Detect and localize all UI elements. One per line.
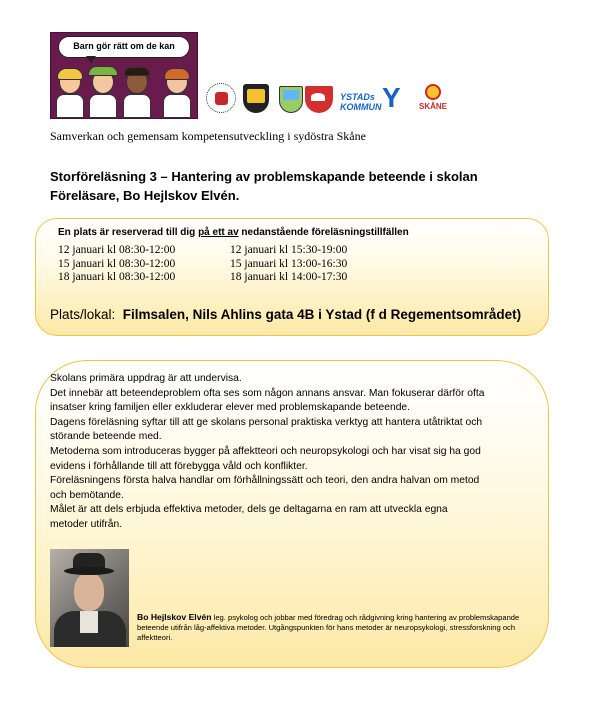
description-line: Det innebär att beteendeproblem ofta ses som någon annans ansvar. Man fokuserar därför ofta bbox=[50, 387, 485, 399]
venue bbox=[50, 307, 521, 322]
flower-icon bbox=[425, 84, 441, 100]
speech-bubble: Barn gör rätt om de kan bbox=[58, 36, 190, 58]
session-item: 12 januari kl 08:30-12:00 bbox=[58, 244, 176, 256]
region-skane-logo bbox=[416, 84, 450, 116]
kommun-seal-logo bbox=[206, 83, 236, 113]
ystads-kommun-logo bbox=[340, 82, 412, 113]
landscape-shield-logo bbox=[279, 86, 303, 113]
description-line: metoder utifrån. bbox=[50, 518, 123, 530]
session-item: 18 januari kl 14:00-17:30 bbox=[230, 271, 348, 283]
reservation-emphasis: på ett av bbox=[198, 227, 239, 238]
venue-value: Filmsalen, Nils Ahlins gata 4B i Ystad (f d Regementsområdet) bbox=[122, 307, 522, 322]
description-line: Dagens föreläsning syftar till att ge skolans personal praktiska verktyg att hantera utåtriktat och bbox=[50, 416, 483, 428]
description-line: Metoderna som introduceras bygger på affektteori och neuropsykologi och har visat sig ha god bbox=[50, 445, 481, 457]
child-figure bbox=[122, 70, 152, 118]
child-figure bbox=[162, 70, 192, 118]
description-line: Målet är att dels erbjuda effektiva metoder, dels ge deltagarna en ram att utveckla egna bbox=[50, 504, 448, 516]
reservation-note bbox=[58, 227, 409, 238]
description-line: Skolans primära uppdrag är att undervisa. bbox=[50, 373, 242, 384]
description bbox=[50, 372, 538, 533]
description-line: Föreläsningens första halva handlar om förhållningssätt och teori, den andra halvan om metod bbox=[50, 475, 480, 487]
session-item: 12 januari kl 15:30-19:00 bbox=[230, 244, 348, 256]
bird-shield-logo bbox=[305, 86, 333, 113]
child-figure bbox=[55, 70, 85, 118]
lecturer-line: Föreläsare, Bo Hejlskov Elvén. bbox=[50, 188, 240, 203]
speech-bubble-tail bbox=[86, 56, 96, 63]
session-list-right bbox=[230, 244, 347, 285]
description-line: evidens i förhållande till att förebygga våld och konflikter. bbox=[50, 460, 308, 472]
title-line: Storföreläsning 3 – Hantering av problemskapande beteende i skolan bbox=[50, 169, 478, 184]
description-line: insatser kring familjen eller exkluderar elever med problemskapande beteende. bbox=[50, 402, 411, 414]
description-line: störande beteende med. bbox=[50, 431, 162, 443]
region-skane-text: SKÅNE bbox=[418, 102, 447, 111]
lecturer-name: Bo Hejlskov Elvén bbox=[137, 612, 212, 622]
coat-of-arms-logo bbox=[243, 84, 269, 113]
child-figure bbox=[88, 70, 118, 118]
session-list-left bbox=[58, 244, 175, 285]
reservation-text: En plats är reserverad till dig bbox=[58, 227, 199, 238]
ystad-y-mark: Y bbox=[382, 82, 401, 113]
description-line: och bemötande. bbox=[50, 489, 124, 501]
bio-text: leg. psykolog och jobbar med föredrag och rådgivning kring hantering av problemskapande beteende utifrån låg-affektiva metoder. Utgångspunkten för hans metoder är neuropsykologi, stressforskning och affektteori. bbox=[137, 613, 520, 642]
session-item: 18 januari kl 08:30-12:00 bbox=[58, 271, 176, 283]
ystads-kommun-text: YSTADs KOMMUN bbox=[340, 92, 382, 112]
subtitle: Samverkan och gemensam kompetensutveckling i sydöstra Skåne bbox=[50, 129, 366, 143]
lecturer-photo bbox=[50, 549, 129, 647]
venue-label: Plats/lokal: bbox=[50, 307, 116, 322]
page-title bbox=[50, 167, 478, 205]
session-item: 15 januari kl 08:30-12:00 bbox=[58, 257, 176, 270]
session-item: 15 januari kl 13:00-16:30 bbox=[230, 257, 348, 270]
reservation-text: nedanstående föreläsningstillfällen bbox=[238, 227, 409, 238]
lecturer-bio bbox=[137, 612, 547, 643]
